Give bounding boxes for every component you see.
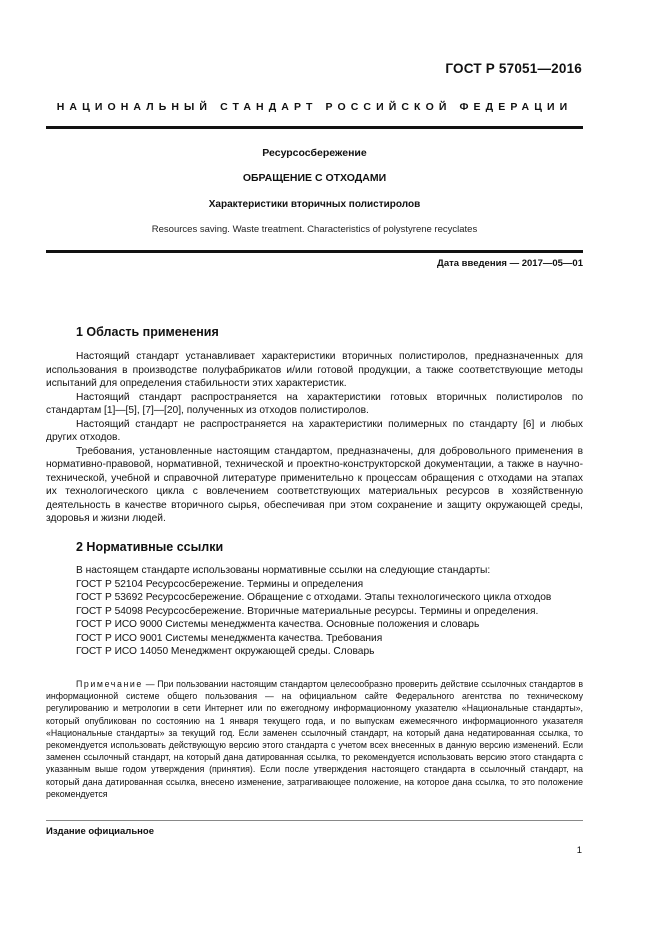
reference-item: ГОСТ Р 53692 Ресурсосбережение. Обращение с отходами. Этапы технологического цикла отходов: [76, 592, 552, 603]
section-2-heading: 2 Нормативные ссылки: [76, 540, 224, 554]
section-2-body: [46, 564, 583, 659]
subject-line: Ресурсосбережение: [262, 147, 367, 159]
reference-item: ГОСТ Р ИСО 9001 Системы менеджмента качества. Требования: [76, 632, 383, 644]
english-title: Resources saving. Waste treatment. Characteristics of polystyrene recyclates: [151, 224, 478, 235]
document-title: ОБРАЩЕНИЕ С ОТХОДАМИ: [242, 172, 387, 184]
introduction-date: Дата введения — 2017—05—01: [437, 258, 583, 269]
scope-paragraph: Настоящий стандарт устанавливает характеристики вторичных полистиролов, предназначенных для использования в производстве полуфабрикатов и/или готовой продукции, а также соответствующие методы испытаний для определения стабильности этих характеристик.: [46, 351, 583, 389]
reference-item: ГОСТ Р ИСО 9000 Системы менеджмента качества. Основные положения и словарь: [76, 619, 480, 630]
reference-item: ГОСТ Р ИСО 14050 Менеджмент окружающей среды. Словарь: [76, 646, 375, 657]
section-1-body: [46, 350, 583, 526]
note-text: — При пользовании настоящим стандартом целесообразно проверить действие ссылочных стандартов в информационной системе общего пользования — на официальном сайте Федерального агентства по техническому регулированию и метрологии в сети Интернет или по ежегодному информационному указателю «Национальные стандарты», который опубликован по состоянию на 1 января текущего года, и по выпускам ежемесячного информационного указателя «Национальные стандарты» за текущий год. Если заменен ссылочный стандарт, на который дана недатированная ссылка, то рекомендуется использовать действующую версию этого стандарта с учетом всех внесенных в данную версию изменений. Если заменен ссылочный стандарт, на который дана датированная ссылка, то рекомендуется использовать версию этого стандарта с указанным выше годом утверждения (принятия). Если после утверждения настоящего стандарта в ссылочный стандарт, на который дана датированная ссылка, внесено изменение, затрагивающее положение, на которое дана ссылка, то это положение рекомендуется: [46, 679, 583, 799]
note-block: [46, 678, 583, 800]
footer-rule: [46, 820, 583, 821]
reference-item: ГОСТ Р 52104 Ресурсосбережение. Термины и определения: [76, 578, 364, 590]
page-number: 1: [576, 845, 582, 856]
scope-paragraph: Настоящий стандарт не распространяется на характеристики полимерных по стандарту [6] и любых других отходов.: [46, 418, 583, 443]
national-standard-heading: НАЦИОНАЛЬНЫЙ СТАНДАРТ РОССИЙСКОЙ ФЕДЕРАЦИИ: [56, 101, 573, 113]
references-intro: В настоящем стандарте использованы нормативные ссылки на следующие стандарты:: [76, 565, 491, 576]
note-paragraph: [46, 678, 583, 800]
reference-item: ГОСТ Р 54098 Ресурсосбережение. Вторичные материальные ресурсы. Термины и определения.: [76, 605, 539, 617]
gost-number: ГОСТ Р 57051—2016: [445, 61, 582, 76]
bottom-rule: [46, 250, 583, 253]
top-rule: [46, 126, 583, 129]
section-1-heading: 1 Область применения: [76, 325, 219, 339]
scope-paragraph: Настоящий стандарт распространяется на характеристики готовых вторичных полистиролов по стандартам [1]—[5], [7]—[20], полученных из отходов полистиролов.: [46, 391, 583, 416]
scope-paragraph: Требования, установленные настоящим стандартом, предназначены, для добровольного применения в нормативно-правовой, нормативной, технической и проектно-конструкторской документации, а также в научно-технической, учебной и справочной литературе применительно к процессам обращения с отходами на этапах их технологического цикла с вовлечением соответствующих материальных ресурсов в хозяйственную деятельность в качестве вторичного сырья, обеспечивая при этом сохранение и защиту окружающей среды, здоровья и жизни людей.: [46, 445, 583, 524]
document-subtitle: Характеристики вторичных полистиролов: [208, 199, 421, 210]
note-label: Примечание: [76, 679, 143, 689]
edition-label: Издание официальное: [46, 826, 154, 837]
